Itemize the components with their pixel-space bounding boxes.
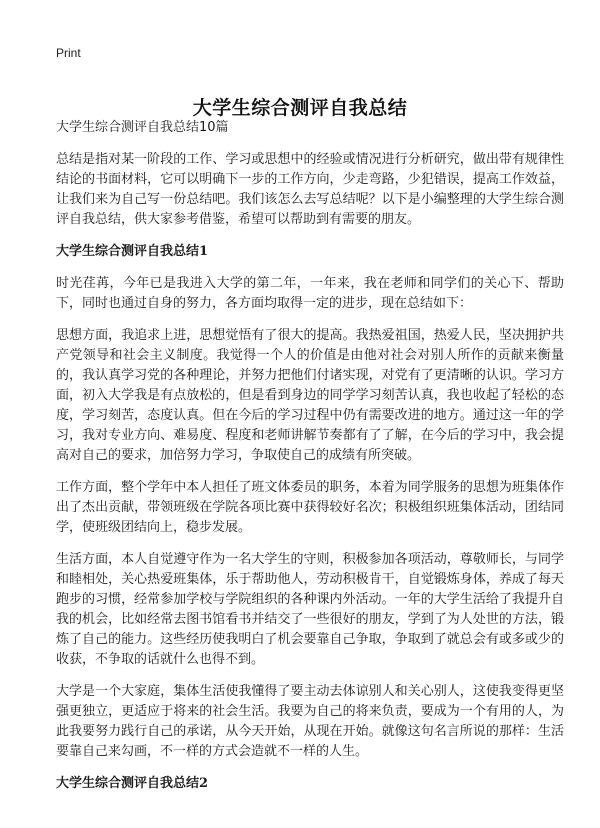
section-1-paragraph-2: 思想方面，我追求上进，思想觉悟有了很大的提高。我热爱祖国，热爱人民，坚决拥护共产党领导和社会主义制度。我觉得一个人的价值是由他对社会对别人所作的贡献来衡量的，我认真学习党的各种理论，并努力把他们付诸实现，对党有了更清晰的认识。学习方面，初入大学我是有点放松的，但是看到身边的同学学习刻苦认真，我也收起了轻松的态度，学习刻苦，态度认真。但在今后的学习过程中仍有需要改进的地方。通过这一年的学习，我对专业方向、难易度、程度和老师讲解节奏都有了了解，在今后的学习中，我会提高对自己的要求，加倍努力学习，争取使自己的成绩有所突破。: [56, 328, 564, 463]
section-1-paragraph-5: 大学是一个大家庭，集体生活使我懂得了要主动去体谅别人和关心别人，这使我变得更坚强更独立，更适应于将来的社会生活。我要为自己的将来负责，要成为一个有用的人，为此我要努力践行自己的承诺，从今天开始，从现在开始。就像这句名言所说的那样：生活要靠自己来勾画，不一样的方式会造就不一样的人生。: [56, 684, 564, 759]
section-1-paragraph-1: 时光荏苒，今年已是我进入大学的第二年，一年来，我在老师和同学们的关心下、帮助下，同时也通过自身的努力，各方面均取得一定的进步，现在总结如下：: [56, 276, 564, 311]
intro-paragraph: 总结是指对某一阶段的工作、学习或思想中的经验或情况进行分析研究，做出带有规律性结论的书面材料，它可以明确下一步的工作方向，少走弯路，少犯错误，提高工作效益，让我们来为自己写一份总结吧。我们该怎么去写总结呢？以下是小编整理的大学生综合测评自我总结，供大家参考借鉴，希望可以帮助到有需要的朋友。: [56, 152, 564, 227]
section-heading-1: 大学生综合测评自我总结1: [56, 244, 209, 259]
article-body: [56, 118, 564, 806]
section-1-paragraph-3: 工作方面，整个学年中本人担任了班文体委员的职务，本着为同学服务的思想为班集体作出了杰出贡献，带领班级在学院各项比赛中获得较好名次；积极组织班集体活动，团结同学，使班级团结向上，稳步发展。: [56, 480, 564, 535]
article-subtitle: 大学生综合测评自我总结10篇: [56, 120, 229, 135]
section-heading-2: 大学生综合测评自我总结2: [56, 776, 209, 791]
page-title: 大学生综合测评自我总结: [192, 96, 408, 119]
print-link[interactable]: Print: [56, 46, 81, 60]
section-1-paragraph-4: 生活方面，本人自觉遵守作为一名大学生的守则，积极参加各项活动，尊敬师长，与同学和睦相处，关心热爱班集体，乐于帮助他人，劳动积极肯干，自觉锻炼身体，养成了每天跑步的习惯，经常参加学校与学院组织的各种课内外活动。一年的大学生活给了我提升自我的机会，比如经常去图书馆看书并结交了一些很好的朋友，学到了为人处世的方法，锻炼了自己的能力。这些经历使我明白了机会要靠自己争取，争取到了就总会有或多或少的收获，不争取的话就什么也得不到。: [56, 552, 564, 667]
